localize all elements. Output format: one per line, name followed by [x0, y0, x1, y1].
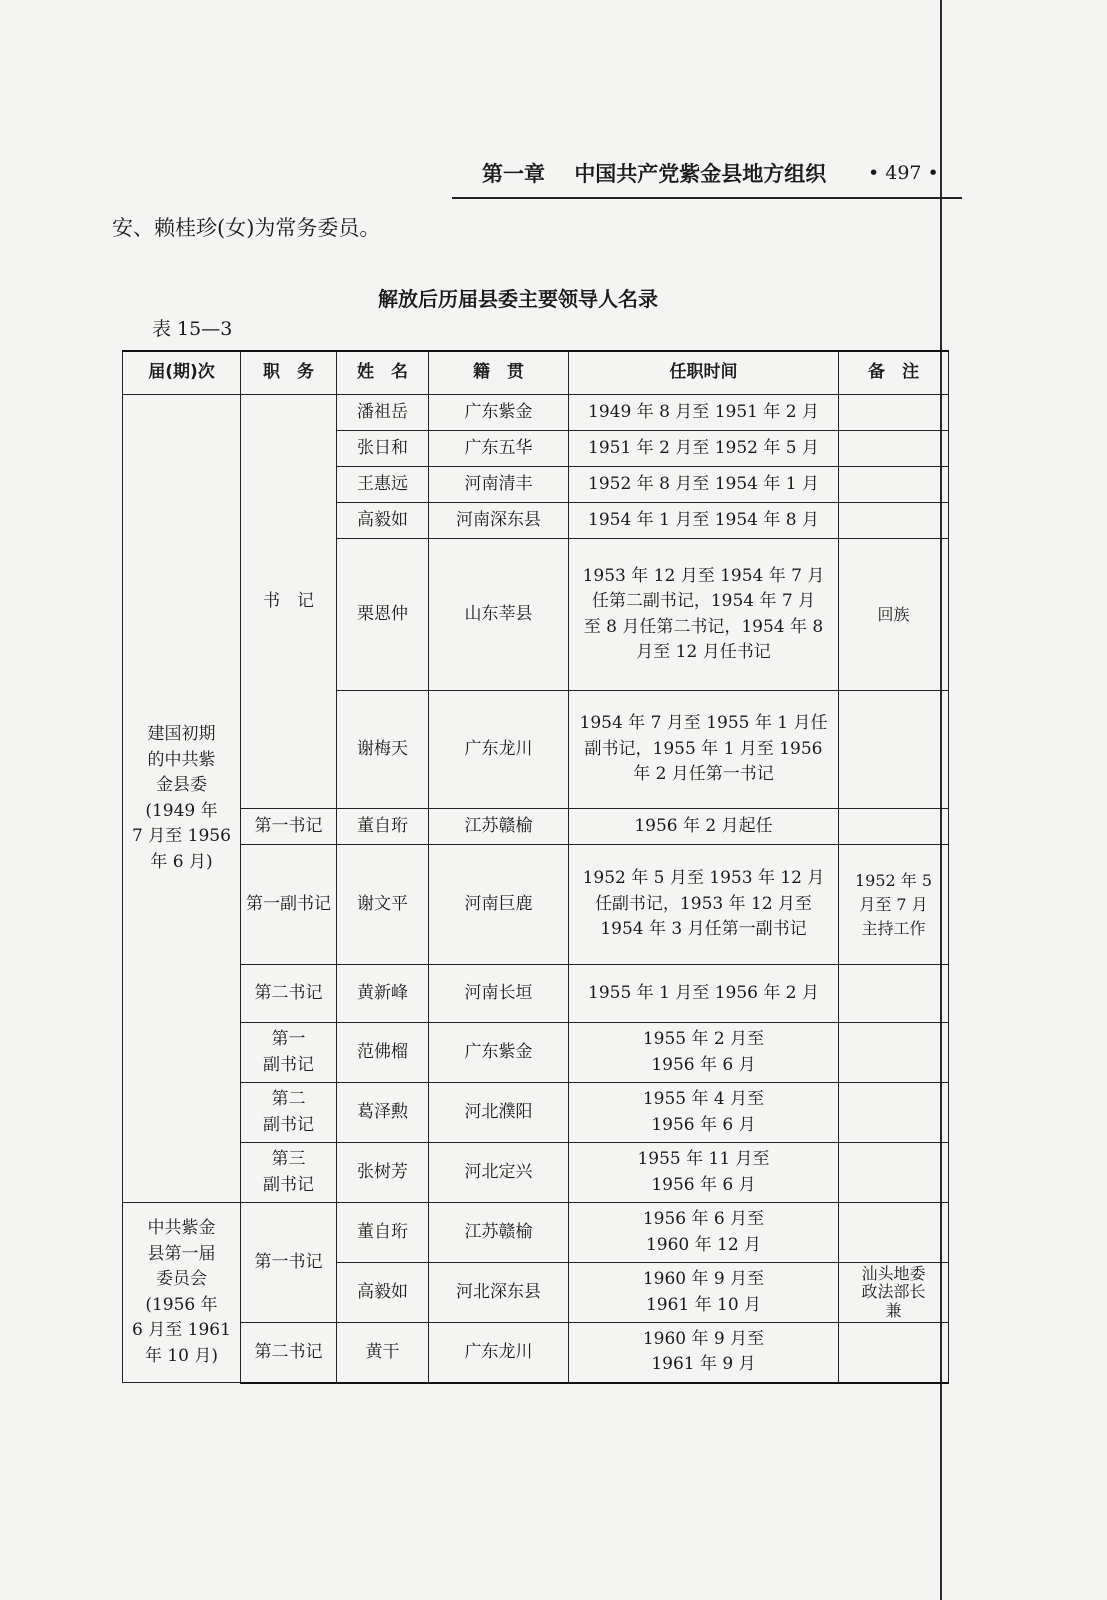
name-cell: 董自珩	[337, 809, 429, 845]
position-cell: 第一书记	[241, 809, 337, 845]
table-title: 解放后历届县委主要领导人名录	[378, 287, 658, 311]
note-cell	[839, 1083, 949, 1143]
origin-cell: 江苏赣榆	[429, 1203, 569, 1263]
leaders-table	[122, 350, 949, 1384]
col-header-position: 职 务	[241, 351, 337, 395]
origin-cell: 河北深东县	[429, 1263, 569, 1323]
origin-cell: 河北定兴	[429, 1143, 569, 1203]
origin-cell: 河北濮阳	[429, 1083, 569, 1143]
term-cell: 建国初期 的中共紫 金县委 (1949 年 7 月至 1956 年 6 月)	[123, 395, 241, 1203]
note-cell	[839, 503, 949, 539]
note-cell	[839, 1023, 949, 1083]
tenure-cell: 1954 年 1 月至 1954 年 8 月	[569, 503, 839, 539]
table-row	[123, 1323, 949, 1383]
col-header-origin: 籍 贯	[429, 351, 569, 395]
position-cell: 第二书记	[241, 965, 337, 1023]
position-cell: 第一副书记	[241, 845, 337, 965]
position-cell: 书 记	[241, 395, 337, 809]
tenure-cell: 1955 年 4 月至 1956 年 6 月	[569, 1083, 839, 1143]
note-cell	[839, 395, 949, 431]
col-header-name: 姓 名	[337, 351, 429, 395]
tenure-cell: 1954 年 7 月至 1955 年 1 月任 副书记，1955 年 1 月至 1956 年 2 月任第一书记	[569, 691, 839, 809]
name-cell: 谢文平	[337, 845, 429, 965]
note-cell	[839, 1323, 949, 1383]
origin-cell: 广东龙川	[429, 1323, 569, 1383]
tenure-cell: 1960 年 9 月至 1961 年 9 月	[569, 1323, 839, 1383]
note-cell	[839, 809, 949, 845]
body-paragraph: 安、赖桂珍(女)为常务委员。	[112, 216, 381, 240]
header-rule	[452, 197, 962, 199]
table-row	[123, 395, 949, 431]
name-cell: 栗恩仲	[337, 539, 429, 691]
position-cell: 第一 副书记	[241, 1023, 337, 1083]
note-cell	[839, 467, 949, 503]
table-header-row	[123, 351, 949, 395]
tenure-cell: 1949 年 8 月至 1951 年 2 月	[569, 395, 839, 431]
col-header-tenure: 任职时间	[569, 351, 839, 395]
chapter-label: 第一章	[482, 162, 545, 186]
table-row	[123, 1143, 949, 1203]
tenure-cell: 1952 年 5 月至 1953 年 12 月 任副书记，1953 年 12 月至 1954 年 3 月任第一副书记	[569, 845, 839, 965]
tenure-cell: 1956 年 6 月至 1960 年 12 月	[569, 1203, 839, 1263]
tenure-cell: 1955 年 1 月至 1956 年 2 月	[569, 965, 839, 1023]
origin-cell: 河南清丰	[429, 467, 569, 503]
tenure-cell: 1960 年 9 月至 1961 年 10 月	[569, 1263, 839, 1323]
name-cell: 黄干	[337, 1323, 429, 1383]
note-cell	[839, 1203, 949, 1263]
note-cell: 回族	[839, 539, 949, 691]
note-cell	[839, 431, 949, 467]
chapter-title: 中国共产党紫金县地方组织	[574, 162, 827, 186]
tenure-cell: 1953 年 12 月至 1954 年 7 月 任第二副书记，1954 年 7 月 至 8 月任第二书记，1954 年 8 月至 12 月任书记	[569, 539, 839, 691]
origin-cell: 河南巨鹿	[429, 845, 569, 965]
position-cell: 第一书记	[241, 1203, 337, 1323]
origin-cell: 广东紫金	[429, 395, 569, 431]
table-row	[123, 1023, 949, 1083]
page-number: • 497 •	[868, 162, 939, 184]
tenure-cell: 1955 年 2 月至 1956 年 6 月	[569, 1023, 839, 1083]
tenure-cell: 1951 年 2 月至 1952 年 5 月	[569, 431, 839, 467]
table-number: 表 15—3	[152, 318, 233, 340]
position-cell: 第二书记	[241, 1323, 337, 1383]
col-header-term: 届(期)次	[123, 351, 241, 395]
origin-cell: 河南深东县	[429, 503, 569, 539]
name-cell: 张日和	[337, 431, 429, 467]
name-cell: 高毅如	[337, 503, 429, 539]
table-row	[123, 1083, 949, 1143]
name-cell: 董自珩	[337, 1203, 429, 1263]
note-cell	[839, 691, 949, 809]
origin-cell: 广东龙川	[429, 691, 569, 809]
table-row	[123, 809, 949, 845]
running-header	[482, 158, 826, 188]
origin-cell: 广东紫金	[429, 1023, 569, 1083]
note-cell: 汕头地委 政法部长 兼	[839, 1263, 949, 1323]
tenure-cell: 1955 年 11 月至 1956 年 6 月	[569, 1143, 839, 1203]
origin-cell: 广东五华	[429, 431, 569, 467]
name-cell: 张树芳	[337, 1143, 429, 1203]
col-header-note: 备 注	[839, 351, 949, 395]
origin-cell: 江苏赣榆	[429, 809, 569, 845]
name-cell: 黄新峰	[337, 965, 429, 1023]
name-cell: 高毅如	[337, 1263, 429, 1323]
position-cell: 第二 副书记	[241, 1083, 337, 1143]
tenure-cell: 1952 年 8 月至 1954 年 1 月	[569, 467, 839, 503]
name-cell: 潘祖岳	[337, 395, 429, 431]
table-row	[123, 1203, 949, 1263]
term-cell: 中共紫金 县第一届 委员会 (1956 年 6 月至 1961 年 10 月)	[123, 1203, 241, 1383]
tenure-cell: 1956 年 2 月起任	[569, 809, 839, 845]
note-cell	[839, 1143, 949, 1203]
note-cell	[839, 965, 949, 1023]
origin-cell: 河南长垣	[429, 965, 569, 1023]
note-cell: 1952 年 5 月至 7 月 主持工作	[839, 845, 949, 965]
name-cell: 谢梅天	[337, 691, 429, 809]
name-cell: 范佛榴	[337, 1023, 429, 1083]
origin-cell: 山东莘县	[429, 539, 569, 691]
name-cell: 葛泽勲	[337, 1083, 429, 1143]
table-row	[123, 845, 949, 965]
table-row	[123, 965, 949, 1023]
name-cell: 王惠远	[337, 467, 429, 503]
position-cell: 第三 副书记	[241, 1143, 337, 1203]
